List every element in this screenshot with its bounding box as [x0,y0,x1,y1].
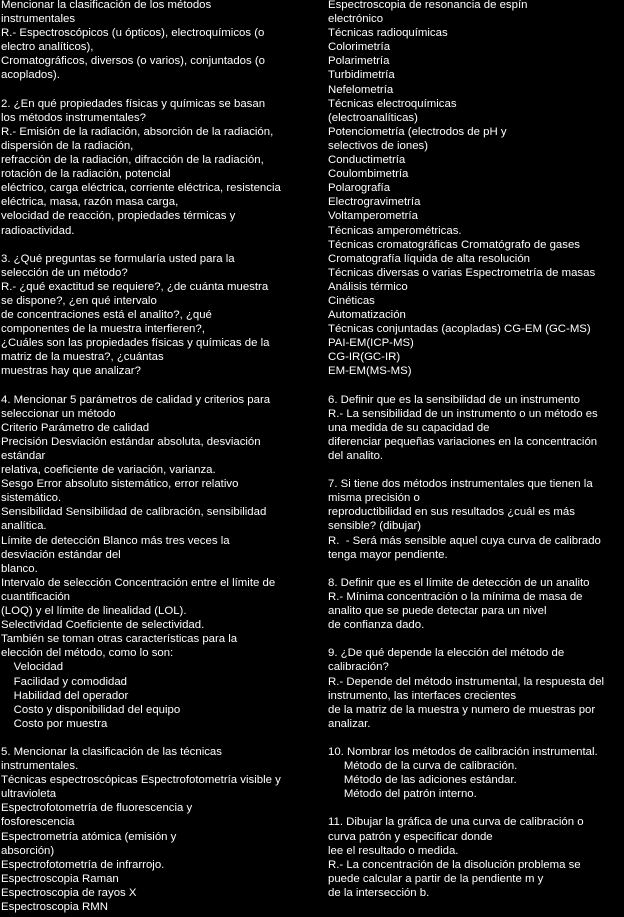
text-line: electro analíticos), [1,41,94,54]
text-line: acoplados). [1,69,60,82]
text-line [1,83,319,97]
text-line: ultravioleta [1,788,57,801]
text-line: Espectrofotometría de infrarrojo. [1,858,165,871]
text-line: Técnicas amperométricas. [328,224,462,237]
text-line: blanco. [1,562,38,575]
text-line: 11. Dibujar la gráfica de una curva de calibración o [328,816,584,829]
right-column [328,0,624,900]
text-line [328,801,624,815]
text-line: los métodos instrumentales? [1,111,146,124]
text-line: Análisis térmico [328,280,408,293]
text-line: puede calcular a partir de la pendiente m y [328,872,544,885]
text-line: PAI-EM(ICP-MS) [328,337,414,350]
text-line: fosforescencia [1,816,75,829]
text-line: CG-IR(GC-IR) [328,351,401,364]
text-line: eléctrico, carga eléctrica, corriente eléctrica, resistencia [1,182,281,195]
text-line: de la intersección b. [328,886,430,899]
text-line: relativa, coeficiente de variación, varianza. [1,464,216,477]
text-line: Criterio Parámetro de calidad [1,421,150,434]
text-line: Cromatografía líquida de alta resolución [328,252,530,265]
text-line: misma precisión o [328,492,420,505]
text-line: radioactividad. [1,224,75,237]
text-line: Sensibilidad Sensibilidad de calibración, sensibilidad [1,506,267,519]
text-line: Coulombimetría [328,168,409,181]
text-line: Técnicas diversas o varias Espectrometría de masas [328,266,596,279]
text-line: Polarimetría [328,55,390,68]
text-line: elección del método, como lo son: [1,647,174,660]
text-line: sensible? (dibujar) [328,520,422,533]
text-line: desviación estándar del [1,548,121,561]
text-line: sistemático. [1,492,62,505]
text-line: analizar. [328,717,371,730]
text-line: Potenciometría (electrodos de pH y [328,125,507,138]
text-line [1,379,319,393]
text-line: analítica. [1,520,47,533]
text-line: Conductimetría [328,154,406,167]
text-line: Técnicas conjuntadas (acopladas) CG-EM (GC-MS) [328,323,591,336]
text-line: selección de un método? [1,266,128,279]
text-line [328,463,624,477]
text-line: instrumento, las interfaces crecientes [328,689,517,702]
text-line: curva patrón y especificar donde [328,830,493,843]
text-line: R.- ¿qué exactitud se requiere?, ¿de cuánta muestra [1,280,269,293]
text-line: muestras hay que analizar? [1,365,141,378]
text-line: Método del patrón interno. [328,788,477,801]
text-line: Automatización [328,309,406,322]
left-column [1,0,319,914]
text-line: 3. ¿Qué preguntas se formularía usted para la [1,252,235,265]
text-line: selectivos de iones) [328,139,429,152]
text-line: Espectroscopia de resonancia de espín [328,0,528,11]
text-line: También se toman otras características para la [1,633,238,646]
text-line: seleccionar un método [1,407,116,420]
text-line: Espectroscopia de rayos X [1,886,137,899]
text-line: Método de las adiciones estándar. [328,774,517,787]
text-line [328,379,624,393]
text-line: R.- Depende del método instrumental, la respuesta del [328,675,605,688]
text-line [1,731,319,745]
text-line: Técnicas electroquímicas [328,97,457,110]
text-line: 5. Mencionar la clasificación de las técnicas [1,745,222,758]
text-line: Habilidad del operador [1,689,129,702]
text-line [328,562,624,576]
text-line: analito que se puede detectar para un nivel [328,605,547,618]
text-line: Método de la curva de calibración. [328,760,518,773]
text-line: R.- La concentración de la disolución problema se [328,858,581,871]
text-line: (LOQ) y el límite de linealidad (LOL). [1,605,187,618]
text-line: 2. ¿En qué propiedades físicas y químicas se basan [1,97,266,110]
text-line: Sesgo Error absoluto sistemático, error relativo [1,478,239,491]
text-line: Selectividad Coeficiente de selectividad. [1,619,205,632]
text-line: Turbidimetría [328,69,395,82]
text-line: rotación de la radiación, potencial [1,168,171,181]
text-line: Técnicas cromatográficas Cromatógrafo de gases [328,238,580,251]
text-line: reproductibilidad en sus resultados ¿cuál es más [328,506,575,519]
text-line: instrumentales [1,13,76,26]
text-line: Espectrometría atómica (emisión y [1,830,177,843]
text-line [328,632,624,646]
text-line: 10. Nombrar los métodos de calibración instrumental. [328,745,598,758]
text-line: Espectrofotometría de fluorescencia y [1,802,193,815]
text-line: Límite de detección Blanco más tres veces la [1,534,230,547]
text-line: 9. ¿De qué depende la elección del método de [328,647,565,660]
text-line: Mencionar la clasificación de los métodos [1,0,212,11]
text-line: Voltamperometría [328,210,418,223]
text-line: refracción de la radiación, difracción de la radiación, [1,154,264,167]
text-line: dispersión de la radiación, [1,139,134,152]
text-line: Polarografía [328,182,391,195]
text-line: cuantificación [1,590,71,603]
text-line: Electrogravimetría [328,196,421,209]
text-line: Colorimetría [328,41,391,54]
text-line: del analito. [328,450,384,462]
text-line: Velocidad [1,661,64,674]
text-line [328,731,624,745]
text-line: Facilidad y comodidad [1,675,127,688]
text-line [1,238,319,252]
text-line: 4. Mencionar 5 parámetros de calidad y criterios para [1,393,271,406]
text-line: componentes de la muestra interfieren?, [1,323,205,336]
text-line: Espectroscopia Raman [1,872,119,885]
text-line: electrónico [328,13,384,26]
text-line: una medida de su capacidad de [328,421,490,434]
text-line: R.- La sensibilidad de un instrumento o un método es [328,407,598,420]
text-line: absorción) [1,844,55,857]
text-line: ¿Cuáles son las propiedades físicas y químicas de la [1,337,270,350]
text-line: Técnicas radioquímicas [328,27,448,40]
text-line: Espectroscopia RMN [1,901,108,913]
text-line: de la matriz de la muestra y numero de muestras por [328,703,596,716]
text-line: se dispone?, ¿en qué intervalo [1,294,157,307]
text-line: R.- Emisión de la radiación, absorción de la radiación, [1,125,274,138]
text-line: velocidad de reacción, propiedades térmicas y [1,210,236,223]
text-line: lee el resultado o medida. [328,844,459,857]
text-line: instrumentales. [1,760,79,773]
text-line: (electroanalíticas) [328,111,418,124]
text-line: Técnicas espectroscópicas Espectrofotometría visible y [1,774,281,787]
text-line: Costo y disponibilidad del equipo [1,703,181,716]
text-line: estándar [1,450,46,462]
text-line: diferenciar pequeñas variaciones en la concentración [328,435,598,448]
text-line: EM-EM(MS-MS) [328,365,412,378]
text-line: 6. Definir que es la sensibilidad de un instrumento [328,393,581,406]
text-line: Nefelometría [328,83,394,96]
text-line: Cromatográficos, diversos (o varios), conjuntados (o [1,55,265,68]
text-line: Cinéticas [328,294,375,307]
text-line: R.- Mínima concentración o la mínima de masa de [328,590,583,603]
text-line: R. - Será más sensible aquel cuya curva de calibrado [328,534,601,547]
text-line: Intervalo de selección Concentración entre el límite de [1,576,276,589]
text-line: de confianza dado. [328,619,425,632]
text-line: matriz de la muestra?, ¿cuántas [1,351,164,364]
text-line: de concentraciones está el analito?, ¿qué [1,309,212,322]
text-line: Costo por muestra [1,717,108,730]
text-line: 8. Definir que es el límite de detección de un analito [328,576,590,589]
text-line: tenga mayor pendiente. [328,548,448,561]
text-line: calibración? [328,661,389,674]
text-line: Precisión Desviación estándar absoluta, desviación [1,435,261,448]
text-line: R.- Espectroscópicos (u ópticos), electroquímicos (o [1,27,265,40]
text-line: 7. Si tiene dos métodos instrumentales que tienen la [328,478,593,491]
text-line: eléctrica, masa, razón masa carga, [1,196,179,209]
